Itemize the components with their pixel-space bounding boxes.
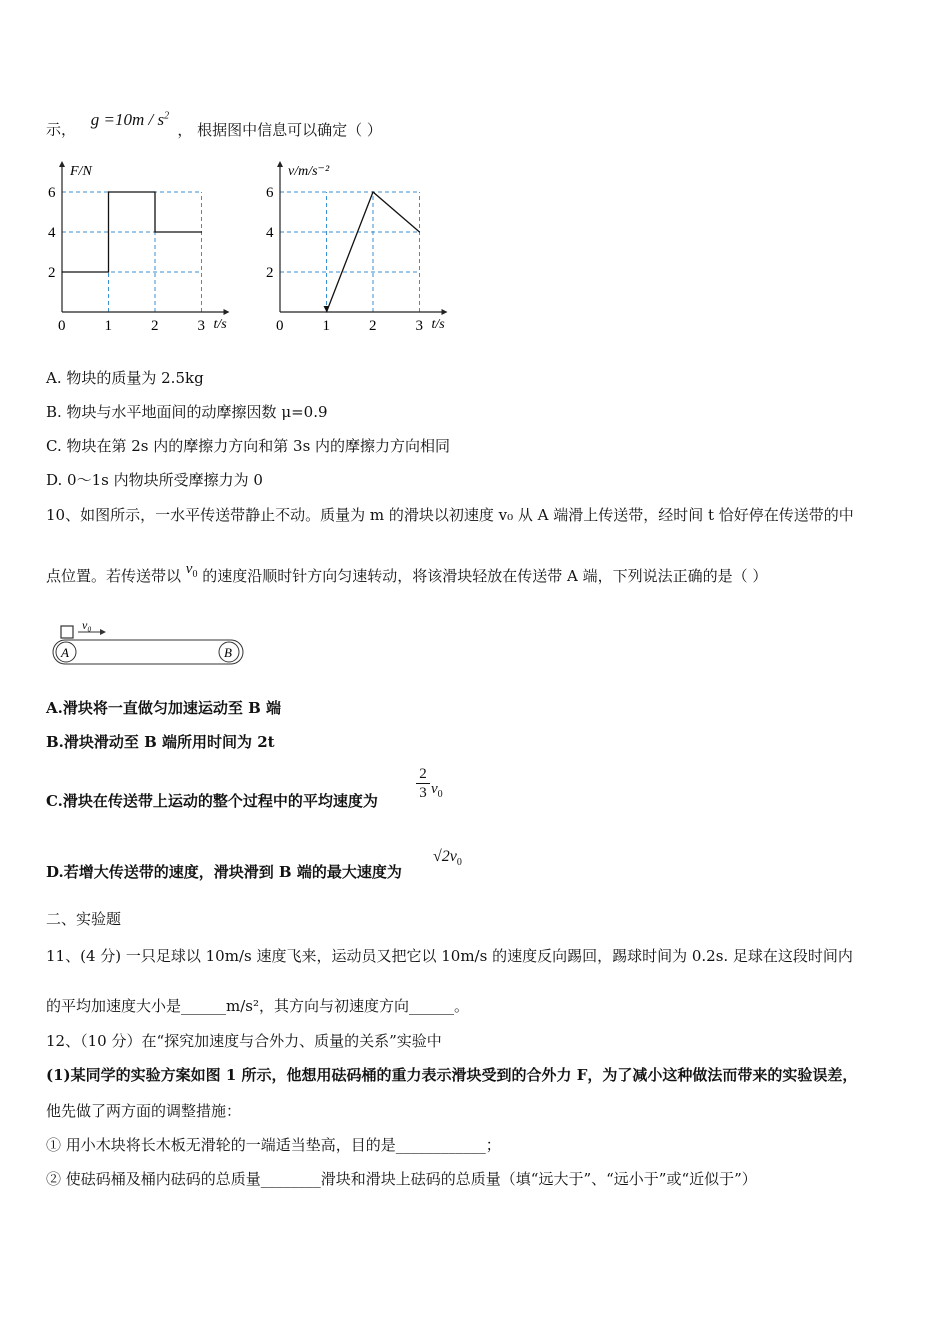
x-axis-label: t/s bbox=[213, 317, 227, 332]
q10-option-a: A.滑块将一直做匀加速运动至 B 端 bbox=[46, 699, 281, 717]
sqrt2-v0 bbox=[433, 848, 462, 868]
x-tick-label-3: 3 bbox=[415, 318, 423, 334]
q10-line2-suffix: 的速度沿顺时针方向匀速转动，将该滑块轻放在传送带 A 端，下列说法正确的是（ ） bbox=[202, 567, 768, 585]
y-axis-arrow bbox=[277, 161, 283, 167]
q9-option-a: A. 物块的质量为 2.5kg bbox=[46, 369, 204, 387]
data-point-5 bbox=[201, 231, 202, 232]
option-c-velocity-sub: 0 bbox=[437, 789, 443, 800]
data-point-3 bbox=[154, 191, 155, 192]
v0-symbol-text: v bbox=[185, 561, 193, 577]
y-tick-label-0: 2 bbox=[48, 265, 56, 281]
data-point-1 bbox=[372, 191, 373, 192]
x-tick-label-2: 2 bbox=[369, 318, 377, 334]
velocity-arrowhead bbox=[100, 629, 106, 635]
x-tick-label-0: 0 bbox=[58, 318, 66, 334]
q12-line2: (1)某同学的实验方案如图 1 所示，他想用砝码桶的重力表示滑块受到的合外力 F，为了减小这种做法而带来的实验误差， bbox=[46, 1066, 858, 1084]
x-tick-label-2: 2 bbox=[151, 318, 159, 334]
x-tick-label-3: 3 bbox=[197, 318, 205, 334]
section-title: 二、实验题 bbox=[46, 910, 122, 928]
belt-right-end bbox=[231, 640, 243, 664]
q9-option-c: C. 物块在第 2s 内的摩擦力方向和第 3s 内的摩擦力方向相同 bbox=[46, 437, 451, 455]
x-tick-label-1: 1 bbox=[322, 318, 330, 334]
force-time-chart bbox=[40, 155, 250, 345]
option-c-velocity-text: v bbox=[431, 781, 438, 797]
q10-line1: 10、如图所示，一水平传送带静止不动。质量为 m 的滑块以初速度 v₀ 从 A 端滑上传送带，经时间 t 恰好停在传送带的中 bbox=[46, 506, 854, 524]
velocity-time-chart bbox=[258, 155, 468, 345]
q10-line2-prefix: 点位置。若传送带以 bbox=[46, 567, 182, 585]
q10-option-b: B.滑块滑动至 B 端所用时间为 2t bbox=[46, 733, 275, 751]
q10-line2 bbox=[46, 561, 768, 593]
data-point-4 bbox=[154, 231, 155, 232]
q10-option-c bbox=[46, 791, 378, 811]
y-axis-label: F/N bbox=[70, 164, 92, 179]
g-expression-sup: 2 bbox=[164, 110, 170, 121]
y-tick-label-2: 6 bbox=[48, 185, 56, 201]
g-expression bbox=[91, 110, 174, 129]
x-tick-label-1: 1 bbox=[104, 318, 112, 334]
g-expression-text: g =10m / s bbox=[90, 109, 165, 129]
q10-option-c-text: C.滑块在传送带上运动的整个过程中的平均速度为 bbox=[46, 792, 378, 810]
q11-line2: 的平均加速度大小是______m/s²，其方向与初速度方向______。 bbox=[46, 997, 469, 1015]
sqrt2-v0-sub: 0 bbox=[456, 857, 462, 869]
sqrt2-v0-text: √2v bbox=[433, 848, 457, 865]
x-tick-label-0: 0 bbox=[276, 318, 284, 334]
y-tick-label-1: 4 bbox=[266, 225, 274, 241]
fraction-denominator: 3 bbox=[419, 785, 427, 801]
q10-option-d bbox=[46, 862, 402, 882]
q12-line5: ② 使砝码桶及桶内砝码的总质量________滑块和滑块上砝码的总质量（填“远大于”、“远小于”或“近似于”） bbox=[46, 1170, 757, 1188]
y-axis-arrow bbox=[59, 161, 65, 167]
q12-line4: ① 用小木块将长木板无滑轮的一端适当垫高，目的是____________； bbox=[46, 1136, 501, 1154]
x-axis-arrow bbox=[442, 309, 448, 315]
q11-line1: 11、(4 分) 一只足球以 10m/s 速度飞来，运动员又把它以 10m/s 的速度反向踢回，踢球时间为 0.2s. 足球在这段时间内 bbox=[46, 947, 853, 965]
fraction-numerator: 2 bbox=[419, 766, 427, 782]
conveyor-belt-diagram bbox=[48, 620, 258, 670]
q9-option-b: B. 物块与水平地面间的动摩擦因数 μ=0.9 bbox=[46, 403, 328, 421]
option-c-velocity bbox=[431, 781, 443, 800]
y-tick-label-1: 4 bbox=[48, 225, 56, 241]
data-point-1 bbox=[108, 271, 109, 272]
q9-intro-prefix: 示， bbox=[46, 120, 77, 139]
q9-option-d: D. 0～1s 内物块所受摩擦力为 0 bbox=[46, 471, 263, 489]
data-point-0 bbox=[61, 271, 62, 272]
y-tick-label-0: 2 bbox=[266, 265, 274, 281]
x-axis-label: t/s bbox=[431, 317, 445, 332]
q10-option-d-text: D.若增大传送带的速度，滑块滑到 B 端的最大速度为 bbox=[46, 863, 402, 881]
x-axis-arrow bbox=[224, 309, 230, 315]
data-point-2 bbox=[419, 231, 420, 232]
q9-intro bbox=[46, 109, 382, 140]
v0-symbol-sub: 0 bbox=[192, 569, 198, 580]
v0-symbol bbox=[185, 561, 198, 580]
slider-block bbox=[61, 626, 73, 638]
series-line-0 bbox=[62, 192, 202, 272]
q12-line3: 他先做了两方面的调整措施： bbox=[46, 1102, 242, 1120]
data-point-2 bbox=[108, 191, 109, 192]
two-thirds-fraction bbox=[416, 765, 430, 802]
pulley-a-label: A bbox=[61, 645, 69, 660]
pulley-b-label: B bbox=[224, 645, 232, 660]
velocity-label: v₀ bbox=[82, 620, 92, 632]
y-tick-label-2: 6 bbox=[266, 185, 274, 201]
y-axis-label: v/m/s⁻² bbox=[288, 164, 330, 179]
q9-intro-suffix: ， 根据图中信息可以确定（ ） bbox=[177, 120, 382, 139]
q12-line1: 12、（10 分）在“探究加速度与合外力、质量的关系”实验中 bbox=[46, 1032, 442, 1050]
